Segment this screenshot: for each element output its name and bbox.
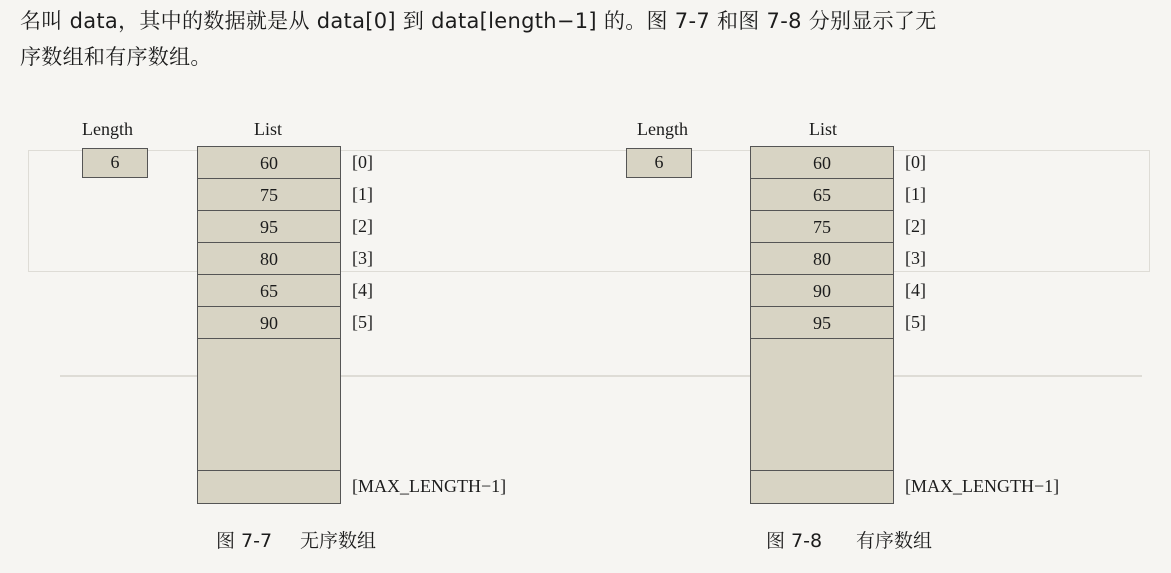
array-cell: 60: [751, 147, 893, 179]
index-label: [1]: [905, 184, 926, 204]
array-cell: 65: [198, 275, 340, 307]
length-value-box: 6: [626, 148, 692, 178]
figure-caption-text: 有序数组: [856, 530, 933, 552]
length-label: Length: [82, 119, 133, 139]
body-text-line-1: 名叫 data，其中的数据就是从 data[0] 到 data[length−1] 的。图 7-7 和图 7-8 分别显示了无: [20, 9, 937, 33]
index-label: [2]: [905, 216, 926, 236]
list-label: List: [254, 119, 283, 139]
array-cell-last: [198, 471, 340, 503]
array-cell: 90: [198, 307, 340, 339]
max-index-label: [MAX_LENGTH−1]: [905, 476, 1060, 496]
array-cell-last: [751, 471, 893, 503]
array-cell: 90: [751, 275, 893, 307]
length-label: Length: [637, 119, 688, 139]
index-label: [0]: [905, 152, 926, 172]
array-cell: 80: [751, 243, 893, 275]
array-box: [750, 146, 894, 504]
array-cell: 95: [198, 211, 340, 243]
body-text-line-2: 序数组和有序数组。: [20, 45, 212, 69]
length-value-box: 6: [82, 148, 148, 178]
array-box: [197, 146, 341, 504]
array-cell: 60: [198, 147, 340, 179]
list-label: List: [809, 119, 838, 139]
array-cell-empty: [198, 339, 340, 471]
figure-caption-text: 无序数组: [300, 530, 377, 552]
index-label: [3]: [352, 248, 373, 268]
array-cell: 75: [198, 179, 340, 211]
index-label: [5]: [352, 312, 373, 332]
index-label: [1]: [352, 184, 373, 204]
index-label: [0]: [352, 152, 373, 172]
index-label: [4]: [905, 280, 926, 300]
figure-caption-number: 图 7-7: [216, 530, 273, 552]
figure-caption-number: 图 7-8: [766, 530, 823, 552]
array-cell: 80: [198, 243, 340, 275]
array-cell: 95: [751, 307, 893, 339]
index-label: [3]: [905, 248, 926, 268]
max-index-label: [MAX_LENGTH−1]: [352, 476, 507, 496]
index-label: [4]: [352, 280, 373, 300]
array-cell: 65: [751, 179, 893, 211]
index-label: [2]: [352, 216, 373, 236]
index-label: [5]: [905, 312, 926, 332]
array-cell-empty: [751, 339, 893, 471]
array-cell: 75: [751, 211, 893, 243]
